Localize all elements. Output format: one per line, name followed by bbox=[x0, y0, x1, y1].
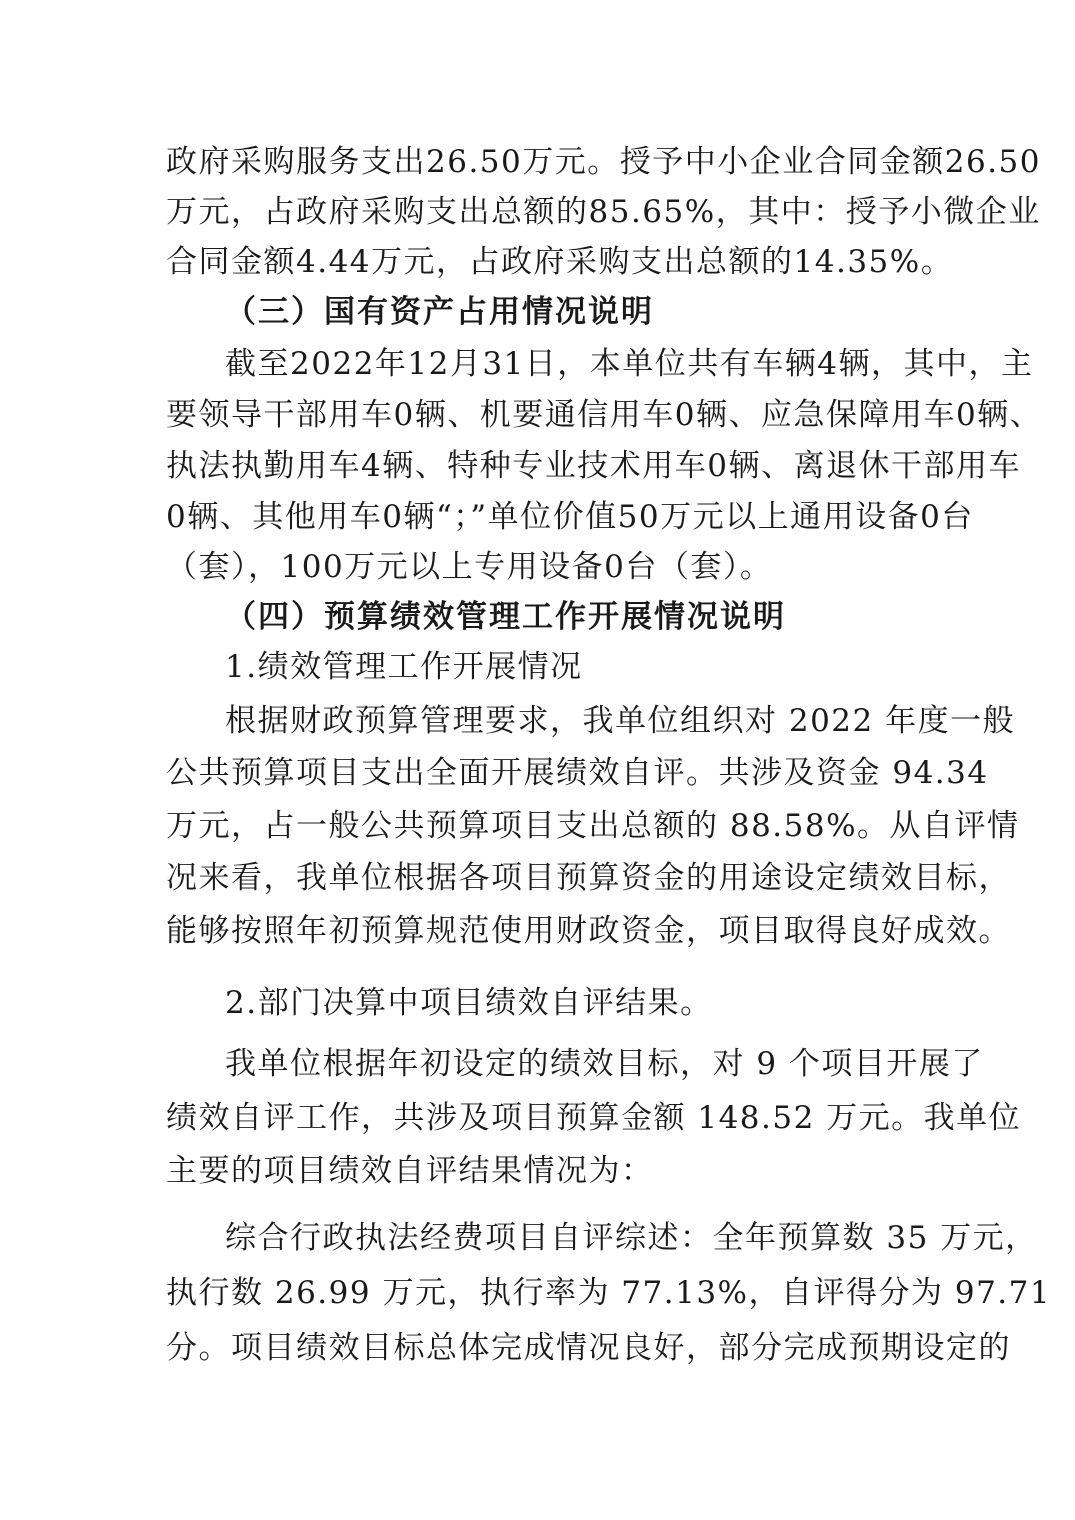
section-heading-3: （三）国有资产占用情况说明 bbox=[225, 294, 654, 330]
paragraph-line: 根据财政预算管理要求，我单位组织对 2022 年度一般 bbox=[225, 703, 1016, 739]
paragraph-line: 分。项目绩效目标总体完成情况良好，部分完成预期设定的 bbox=[166, 1330, 1011, 1366]
paragraph-line: 要领导干部用车0辆、机要通信用车0辆、应急保障用车0辆、 bbox=[166, 397, 1043, 433]
paragraph-line: 执行数 26.99 万元，执行率为 77.13%，自评得分为 97.71 bbox=[166, 1275, 1052, 1311]
paragraph-line: 综合行政执法经费项目自评综述：全年预算数 35 万元， bbox=[225, 1220, 1038, 1256]
paragraph-line: 能够按照年初预算规范使用财政资金，项目取得良好成效。 bbox=[166, 913, 1011, 949]
paragraph-line: （套），100万元以上专用设备0台（套）。 bbox=[166, 549, 773, 585]
paragraph-line: 万元，占政府采购支出总额的85.65%，其中：授予小微企业 bbox=[166, 194, 1041, 230]
paragraph-line: 公共预算项目支出全面开展绩效自评。共涉及资金 94.34 bbox=[166, 755, 989, 791]
paragraph-line: 0辆、其他用车0辆“；”单位价值50万元以上通用设备0台 bbox=[166, 499, 974, 535]
paragraph-line: 况来看，我单位根据各项目预算资金的用途设定绩效目标， bbox=[166, 860, 1011, 896]
subheading-1: 1.绩效管理工作开展情况 bbox=[225, 649, 583, 685]
section-heading-4: （四）预算绩效管理工作开展情况说明 bbox=[225, 599, 786, 635]
paragraph-line: 我单位根据年初设定的绩效目标，对 9 个项目开展了 bbox=[225, 1046, 984, 1082]
paragraph-line: 主要的项目绩效自评结果情况为： bbox=[166, 1153, 654, 1189]
paragraph-line: 截至2022年12月31日，本单位共有车辆4辆，其中，主 bbox=[225, 346, 1034, 382]
paragraph-line: 合同金额4.44万元，占政府采购支出总额的14.35%。 bbox=[166, 244, 954, 280]
paragraph-line: 执法执勤用车4辆、特种专业技术用车0辆、离退休干部用车 bbox=[166, 448, 1021, 484]
paragraph-line: 万元，占一般公共预算项目支出总额的 88.58%。从自评情 bbox=[166, 808, 1020, 844]
subheading-2: 2.部门决算中项目绩效自评结果。 bbox=[225, 985, 713, 1021]
paragraph-line: 绩效自评工作，共涉及项目预算金额 148.52 万元。我单位 bbox=[166, 1100, 1022, 1136]
paragraph-line: 政府采购服务支出26.50万元。授予中小企业合同金额26.50 bbox=[166, 144, 1041, 180]
